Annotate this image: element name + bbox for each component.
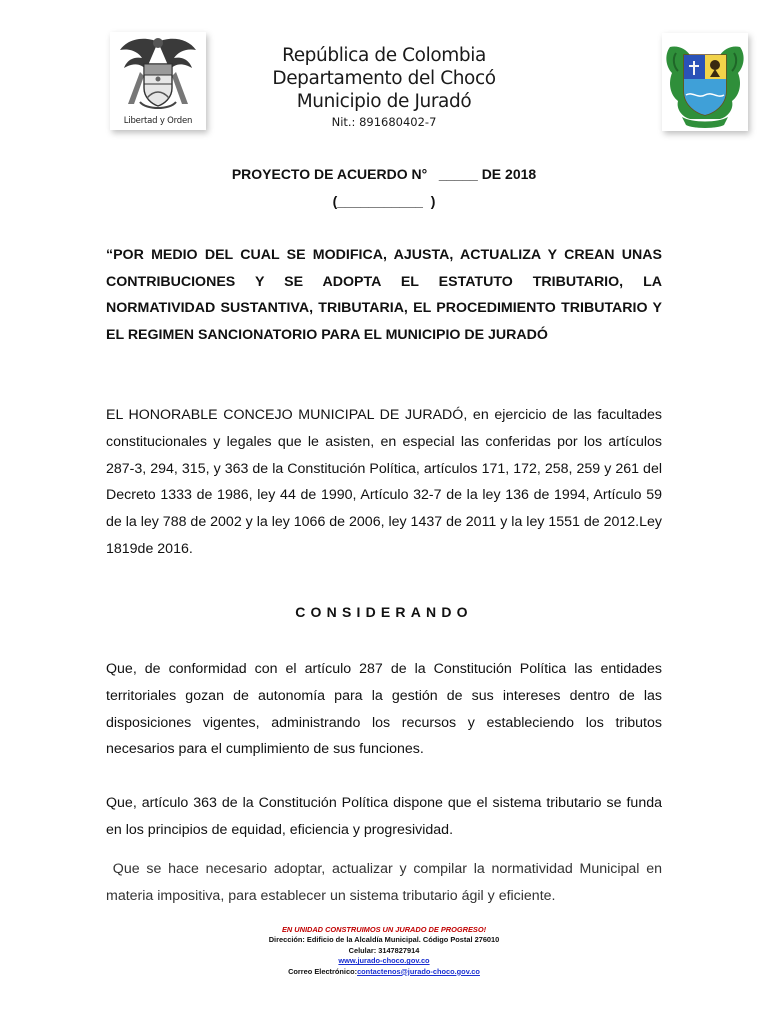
footer-motto: EN UNIDAD CONSTRUIMOS UN JURADO DE PROGRESO! bbox=[281, 925, 487, 934]
document-title: PROYECTO DE ACUERDO N° _____ DE 2018 bbox=[231, 166, 537, 182]
considerando-heading: CONSIDERANDO bbox=[295, 604, 473, 620]
footer-phone: Celular: 3147827914 bbox=[348, 945, 420, 955]
footer-email-label: Correo Electrónico: bbox=[288, 966, 358, 976]
preamble-paragraph: EL HONORABLE CONCEJO MUNICIPAL DE JURADÓ, en ejercicio de las facultades constitucionales y legales que le asisten, en especial las conferidas por los artículos 287-3, 294, 315, y 363 de la Constitución Política, artículos 171, 172, 258, 259 y 261 del Decreto 1333 de 1986, ley 44 de 1990, Artículo 32-7 de la ley 136 de 1994, Artículo 59 de la ley 788 de 2002 y la ley 1066 de 2006, ley 1437 de 2011 y la ley 1551 de 2012.Ley 1819de 2016. bbox=[106, 407, 662, 557]
colombia-coat-of-arms-icon bbox=[110, 32, 206, 130]
header-municipality: Municipio de Juradó bbox=[296, 91, 472, 112]
heading-paragraph: “POR MEDIO DEL CUAL SE MODIFICA, AJUSTA, ACTUALIZA Y CREAN UNAS CONTRIBUCIONES Y SE ADOPTA EL ESTATUTO TRIBUTARIO, LA NORMATIVIDAD SUSTANTIVA, TRIBUTARIA, EL PROCEDIMIENTO TRIBUTARIO Y EL REGIMEN SANCIONATORIO PARA EL MUNICIPIO DE JURADÓ bbox=[106, 247, 662, 343]
footer-email-link[interactable]: contactenos@jurado-choco.gov.co bbox=[357, 966, 480, 976]
crest-motto: Libertad y Orden bbox=[123, 116, 193, 126]
considerando-paragraph-3: Que se hace necesario adoptar, actualizar y compilar la normatividad Municipal en materia impositiva, para establecer un sistema tributario ágil y eficiente. bbox=[106, 861, 666, 904]
considerando-paragraph-2: Que, artículo 363 de la Constitución Política dispone que el sistema tributario se funda en los principios de equidad, eficiencia y progresividad. bbox=[106, 795, 662, 838]
header-nit: Nit.: 891680402-7 bbox=[331, 115, 437, 129]
header-department: Departamento del Chocó bbox=[272, 68, 496, 89]
footer-address: Dirección: Edificio de la Alcaldía Municipal. Código Postal 276010 bbox=[268, 935, 500, 945]
footer-email-line bbox=[200, 967, 568, 977]
footer bbox=[200, 925, 568, 977]
header-country: República de Colombia bbox=[282, 45, 486, 66]
letterhead bbox=[230, 44, 538, 130]
document-title-blank: (___________ ) bbox=[332, 193, 436, 209]
jurado-municipal-shield-icon bbox=[662, 33, 748, 131]
footer-website-link[interactable]: www.jurado-choco.gov.co bbox=[338, 956, 430, 966]
considerando-paragraph-1: Que, de conformidad con el artículo 287 de la Constitución Política las entidades territoriales gozan de autonomía para la gestión de sus intereses dentro de las disposiciones vigentes, administrando los recursos y estableciendo los tributos necesarios para el cumplimiento de sus funciones. bbox=[106, 661, 662, 758]
